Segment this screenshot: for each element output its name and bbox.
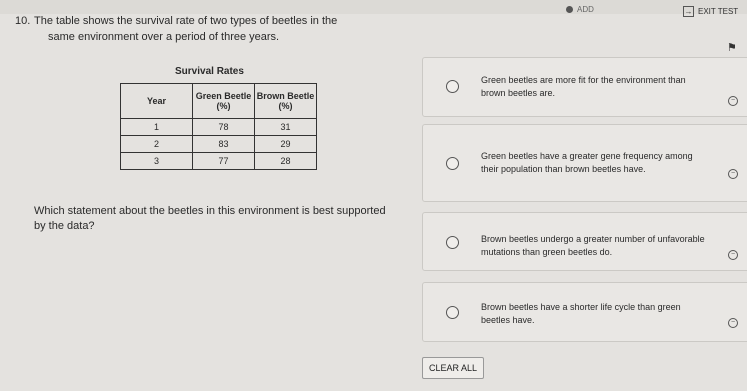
exit-icon: → — [684, 7, 693, 16]
option-text: Brown beetles have a shorter life cycle than green beetles have. — [481, 302, 681, 325]
answer-option-1[interactable] — [422, 57, 747, 117]
table-title: Survival Rates — [175, 66, 244, 77]
radio-button[interactable] — [446, 80, 459, 93]
radio-button[interactable] — [446, 157, 459, 170]
add-button[interactable] — [566, 5, 594, 14]
answer-option-2[interactable] — [422, 124, 747, 202]
eliminate-icon[interactable]: − — [728, 250, 738, 260]
option-text: Green beetles are more fit for the environment than brown beetles are. — [481, 75, 686, 98]
eliminate-icon[interactable]: − — [728, 96, 738, 106]
answer-option-4[interactable] — [422, 282, 747, 342]
add-label: ADD — [577, 5, 594, 14]
table-row — [121, 136, 317, 153]
exit-test-button[interactable] — [683, 6, 738, 17]
exit-label: EXIT TEST — [698, 7, 739, 16]
table-row — [121, 153, 317, 170]
cell: 3 — [121, 153, 193, 170]
add-icon — [566, 6, 573, 13]
question-number: 10. — [15, 15, 31, 27]
header-brown: Brown Beetle (%) — [255, 84, 317, 119]
cell: 29 — [255, 136, 317, 153]
top-bar — [0, 0, 747, 14]
header-year: Year — [121, 84, 193, 119]
survival-table — [120, 83, 317, 170]
flag-icon[interactable]: ⚑ — [727, 42, 737, 54]
cell: 78 — [193, 119, 255, 136]
cell: 77 — [193, 153, 255, 170]
question-stem: Which statement about the beetles in this environment is best supported by the data? — [34, 205, 386, 232]
cell: 28 — [255, 153, 317, 170]
clear-all-button[interactable]: CLEAR ALL — [422, 357, 484, 379]
header-green: Green Beetle (%) — [193, 84, 255, 119]
cell: 83 — [193, 136, 255, 153]
radio-button[interactable] — [446, 236, 459, 249]
cell: 31 — [255, 119, 317, 136]
cell: 2 — [121, 136, 193, 153]
option-text: Brown beetles undergo a greater number of unfavorable mutations than green beetles do. — [481, 234, 705, 257]
eliminate-icon[interactable]: − — [728, 169, 738, 179]
question-line-2: same environment over a period of three years. — [48, 31, 280, 43]
option-text: Green beetles have a greater gene frequency among their population than brown beetles have. — [481, 151, 693, 174]
radio-button[interactable] — [446, 306, 459, 319]
cell: 1 — [121, 119, 193, 136]
table-row — [121, 119, 317, 136]
answer-option-3[interactable] — [422, 212, 747, 271]
eliminate-icon[interactable]: − — [728, 318, 738, 328]
question-line-1: The table shows the survival rate of two types of beetles in the — [34, 15, 338, 27]
